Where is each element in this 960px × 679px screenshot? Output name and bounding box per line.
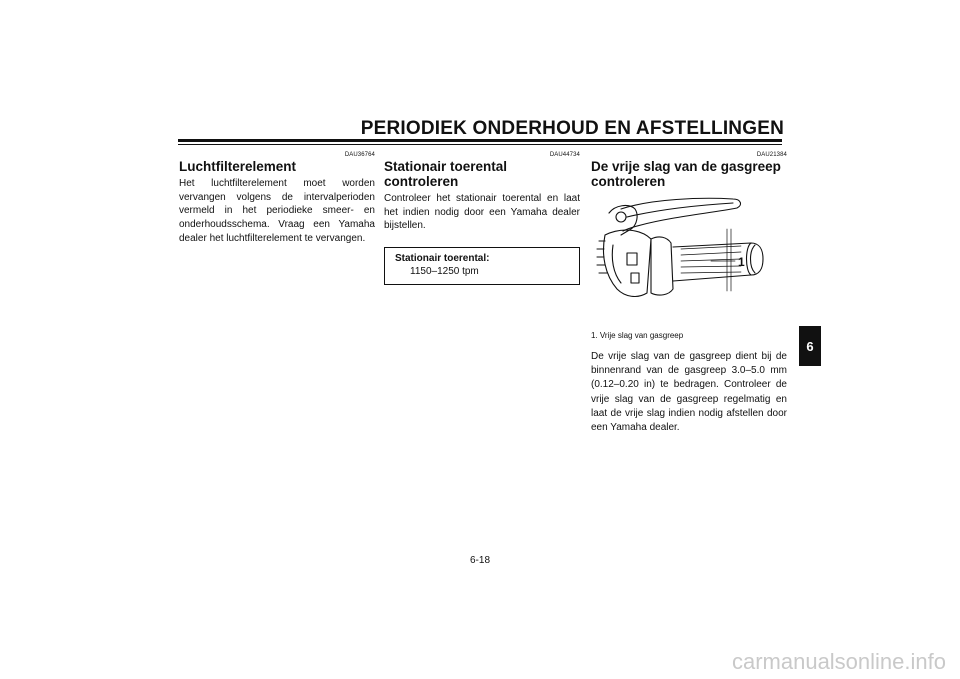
section-heading: Luchtfilterelement <box>179 159 297 174</box>
section-air-filter <box>179 152 375 246</box>
section-code: DAU36764 <box>344 152 375 158</box>
spec-label: Stationair toerental: <box>395 253 490 265</box>
section-throttle-free-play <box>591 152 787 435</box>
throttle-grip-illustration <box>591 195 787 317</box>
figure-callout-number: 1 <box>738 255 745 269</box>
section-idle-speed <box>384 152 580 285</box>
figure-caption: 1. Vrije slag van gasgreep <box>591 331 684 340</box>
section-body: Controleer het stationair toerental en laat het indien nodig door een Yamaha dealer bijstellen. <box>384 193 580 232</box>
watermark: carmanualsonline.info <box>731 649 946 674</box>
section-body: De vrije slag van de gasgreep dient bij de binnenrand van de gasgreep 3.0–5.0 mm (0.12–0.20 in) te bedragen. Controleer de vrije slag van de gasgreep regelmatig en laat de vrije slag indien nodig afstellen door een Yamaha dealer. <box>591 351 787 434</box>
throttle-grip-drawing <box>591 195 787 317</box>
header-rule-thick <box>178 139 782 142</box>
section-heading: Stationair toerental controleren <box>384 159 508 189</box>
section-body: Het luchtfilterelement moet worden vervangen volgens de intervalperioden vermeld in het periodieke smeer- en onderhoudsschema. Vraag een Yamaha dealer het luchtfilterelement te vervangen. <box>179 178 375 244</box>
header-rule-thin <box>178 144 782 145</box>
spec-box <box>384 247 580 285</box>
section-code: DAU21384 <box>756 152 787 158</box>
page-title: PERIODIEK ONDERHOUD EN AFSTELLINGEN <box>360 118 784 139</box>
chapter-tab: 6 <box>799 326 821 366</box>
section-heading: De vrije slag van de gasgreep controleren <box>591 159 781 189</box>
section-code: DAU44734 <box>549 152 580 158</box>
spec-value: 1150–1250 tpm <box>410 266 479 278</box>
page-number: 6-18 <box>469 555 490 566</box>
